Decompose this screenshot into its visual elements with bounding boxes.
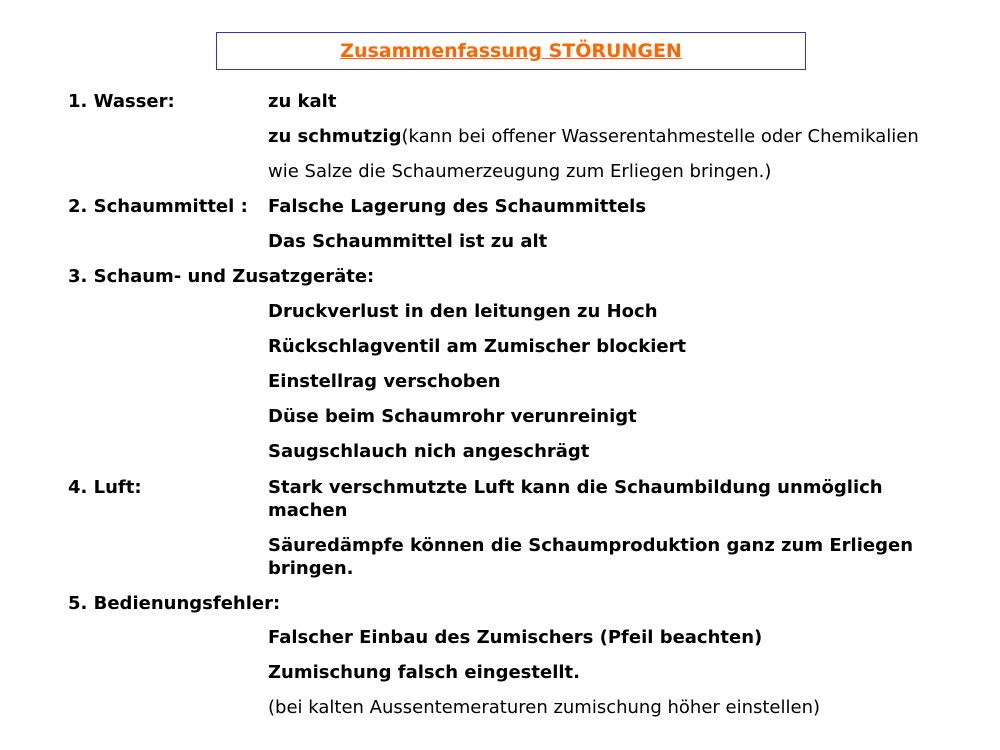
schaummittel-item-alt: Das Schaummittel ist zu alt <box>268 231 548 252</box>
bedienung-item-einbau: Falscher Einbau des Zumischers (Pfeil beachten) <box>268 627 763 648</box>
wasser-item-note-cont: wie Salze die Schaumerzeugung zum Erliegen bringen.) <box>268 161 772 182</box>
geraete-item-druckverlust: Druckverlust in den leitungen zu Hoch <box>268 301 658 322</box>
title-box <box>216 32 806 70</box>
wasser-item-note: (kann bei offener Wasserentahmestelle oder Chemikalien <box>401 126 919 147</box>
geraete-item-duese: Düse beim Schaumrohr verunreinigt <box>268 406 637 427</box>
geraete-item-saugschlauch: Saugschlauch nich angeschrägt <box>268 441 590 462</box>
bedienung-item-zumischung: Zumischung falsch eingestellt. <box>268 662 580 683</box>
wasser-item-zu-schmutzig: zu schmutzig <box>268 126 402 147</box>
section-label-bedienung: 5. Bedienungsfehler: <box>68 593 281 614</box>
wasser-item-zu-kalt: zu kalt <box>268 91 337 112</box>
geraete-item-einstellrag: Einstellrag verschoben <box>268 371 501 392</box>
geraete-item-rueckschlagventil: Rückschlagventil am Zumischer blockiert <box>268 336 687 357</box>
luft-item-verschmutzt: Stark verschmutzte Luft kann die Schaumbildung unmöglich machen <box>268 477 883 521</box>
bedienung-item-note: (bei kalten Aussentemeraturen zumischung höher einstellen) <box>268 697 821 718</box>
wasser-item-zu-schmutzig-line <box>268 125 919 148</box>
section-label-schaummittel: 2. Schaummittel : <box>68 196 248 217</box>
section-label-geraete: 3. Schaum- und Zusatzgeräte: <box>68 266 375 287</box>
schaummittel-item-lagerung: Falsche Lagerung des Schaummittels <box>268 196 647 217</box>
luft-item-saeuredaempfe: Säuredämpfe können die Schaumproduktion ganz zum Erliegen bringen. <box>268 535 914 579</box>
section-label-wasser: 1. Wasser: <box>68 91 175 112</box>
section-label-luft: 4. Luft: <box>68 477 142 498</box>
page-title: Zusammenfassung STÖRUNGEN <box>340 40 682 62</box>
